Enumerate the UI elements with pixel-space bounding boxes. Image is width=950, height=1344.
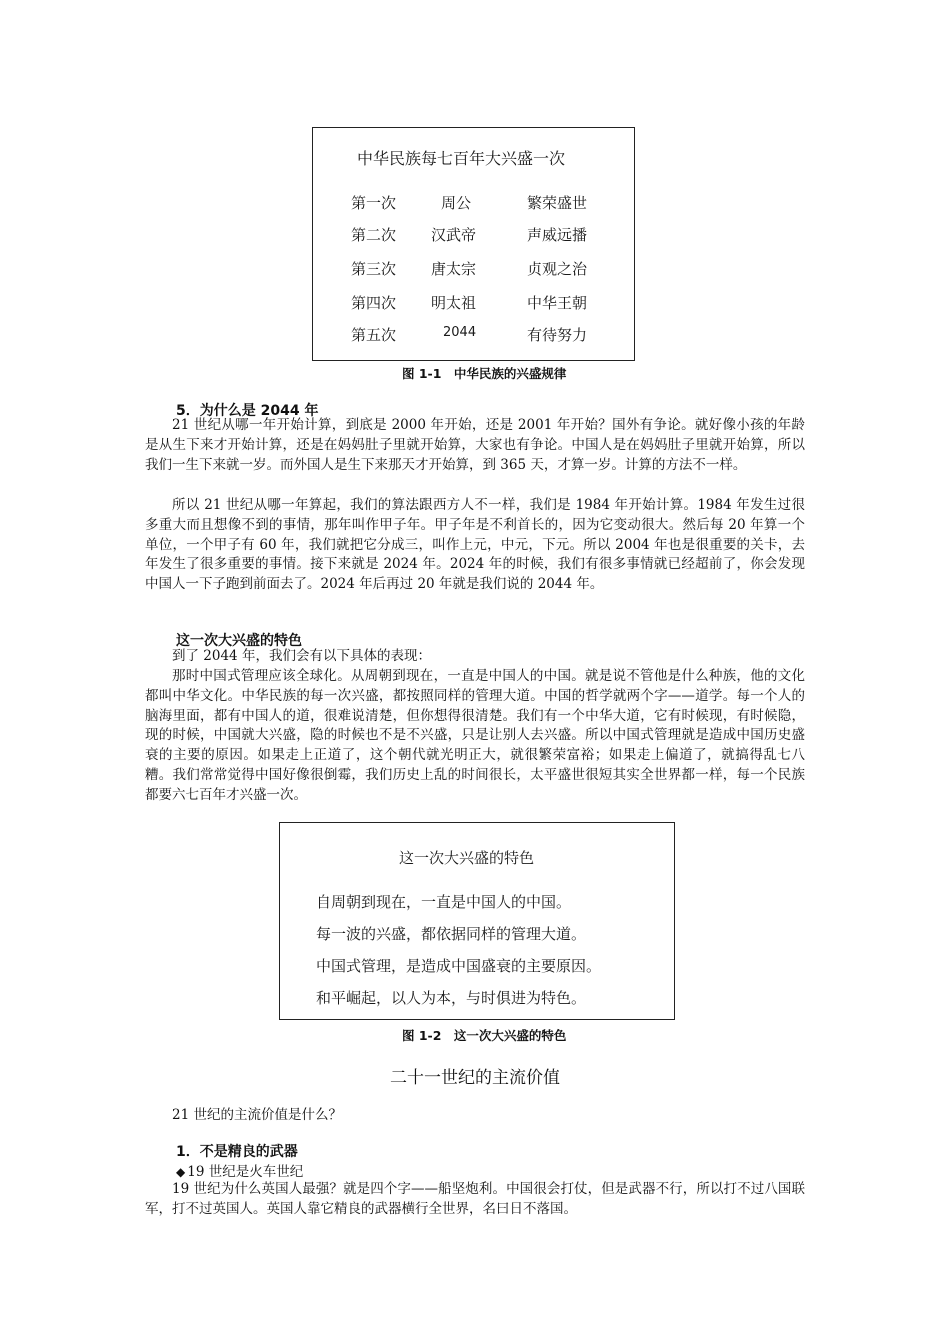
row-note: 贞观之治	[527, 260, 588, 278]
feature-heading: 这一次大兴盛的特色	[176, 633, 302, 649]
section-5-paragraph-2: 所以 21 世纪从哪一年算起，我们的算法跟西方人不一样，我们是 1984 年开始计算。1984 年发生过很多重大而且想像不到的事情，那年叫作甲子年。甲子年是不利首长的，因为它变动很大。然后每 20 年算一个单位，一个甲子有 60 年，我们就把它分成三，叫作上元，中元，下元。所以 2004 年也是很重要的关卡，去年发生了很多重要的事情。接下来就是 2024 年。2024 年的时候，我们有很多事情就已经超前了，你会发现中国人一下子跑到前面去了。2024 年后再过 20 年就是我们说的 2044 年。	[145, 497, 805, 593]
section-5-paragraph-1: 21 世纪从哪一年开始计算，到底是 2000 年开始，还是 2001 年开始？国外有争论。就好像小孩的年龄是从生下来才开始计算，还是在妈妈肚子里就开始算，大家也有争论。中国人是在妈妈肚子里就开始算，所以我们一生下来就一岁。而外国人是生下来那天才开始算，到 365 天，才算一岁。计算的方法不一样。	[145, 417, 805, 473]
question-text: 21 世纪的主流价值是什么？	[172, 1107, 342, 1123]
figure-2-line: 中国式管理，是造成中国盛衰的主要原因。	[316, 957, 602, 975]
figure-1-caption: 图 1-1 中华民族的兴盛规律	[402, 366, 567, 381]
bullet-line	[176, 1160, 303, 1180]
section-5-heading: 5．为什么是 2044 年	[176, 403, 319, 419]
row-order: 第二次	[351, 226, 397, 244]
figure-2-box	[279, 822, 675, 1020]
row-order: 第五次	[351, 326, 397, 344]
figure-2-caption: 图 1-2 这一次大兴盛的特色	[402, 1028, 567, 1043]
row-note: 有待努力	[527, 326, 588, 344]
figure-2-line: 和平崛起，以人为本，与时俱进为特色。	[316, 989, 587, 1007]
figure-2-line: 每一波的兴盛，都依据同样的管理大道。	[316, 925, 587, 943]
row-ruler: 周公	[441, 194, 472, 212]
row-ruler: 唐太宗	[431, 260, 477, 278]
section-1-heading: 1．不是精良的武器	[176, 1144, 298, 1160]
row-note: 繁荣盛世	[527, 194, 588, 212]
section-title: 二十一世纪的主流价值	[390, 1068, 560, 1088]
feature-paragraph-2: 那时中国式管理应该全球化。从周朝到现在，一直是中国人的中国。就是说不管他是什么种族，他的文化都叫中华文化。中华民族的每一次兴盛，都按照同样的管理大道。中国的哲学就两个字——道学。每一个人的脑海里面，都有中国人的道，很难说清楚，但你想得很清楚。我们有一个中华大道，它有时候现，有时候隐，现的时候，中国就大兴盛，隐的时候也不是不兴盛，只是让别人去兴盛。所以中国式管理就是造成中国历史盛衰的主要的原因。如果走上正道了，这个朝代就光明正大，就很繁荣富裕；如果走上偏道了，就搞得乱七八糟。我们常常觉得中国好像很倒霉，我们历史上乱的时间很长，太平盛世很短其实全世界都一样，每一个民族都要六七百年才兴盛一次。	[145, 668, 805, 803]
bullet-text: 19 世纪是火车世纪	[187, 1164, 304, 1180]
row-order: 第三次	[351, 260, 397, 278]
section-1-paragraph-1: 19 世纪为什么英国人最强？就是四个字——船坚炮利。中国很会打仗，但是武器不行，所以打不过八国联军，打不过英国人。英国人靠它精良的武器横行全世界，名曰日不落国。	[145, 1181, 805, 1217]
row-order: 第四次	[351, 294, 397, 312]
row-note: 中华王朝	[527, 294, 588, 312]
row-ruler: 汉武帝	[431, 226, 477, 244]
row-note: 声威远播	[527, 226, 588, 244]
figure-2-title: 这一次大兴盛的特色	[399, 849, 535, 867]
figure-2-line: 自周朝到现在，一直是中国人的中国。	[316, 893, 572, 911]
figure-1-title: 中华民族每七百年大兴盛一次	[357, 149, 566, 168]
figure-1-box	[312, 127, 635, 361]
row-order: 第一次	[351, 194, 397, 212]
row-ruler: 明太祖	[431, 294, 477, 312]
row-ruler: 2044	[443, 325, 477, 340]
diamond-bullet-icon: ◆	[176, 1165, 186, 1179]
feature-paragraph-1: 到了 2044 年，我们会有以下具体的表现：	[172, 648, 431, 664]
